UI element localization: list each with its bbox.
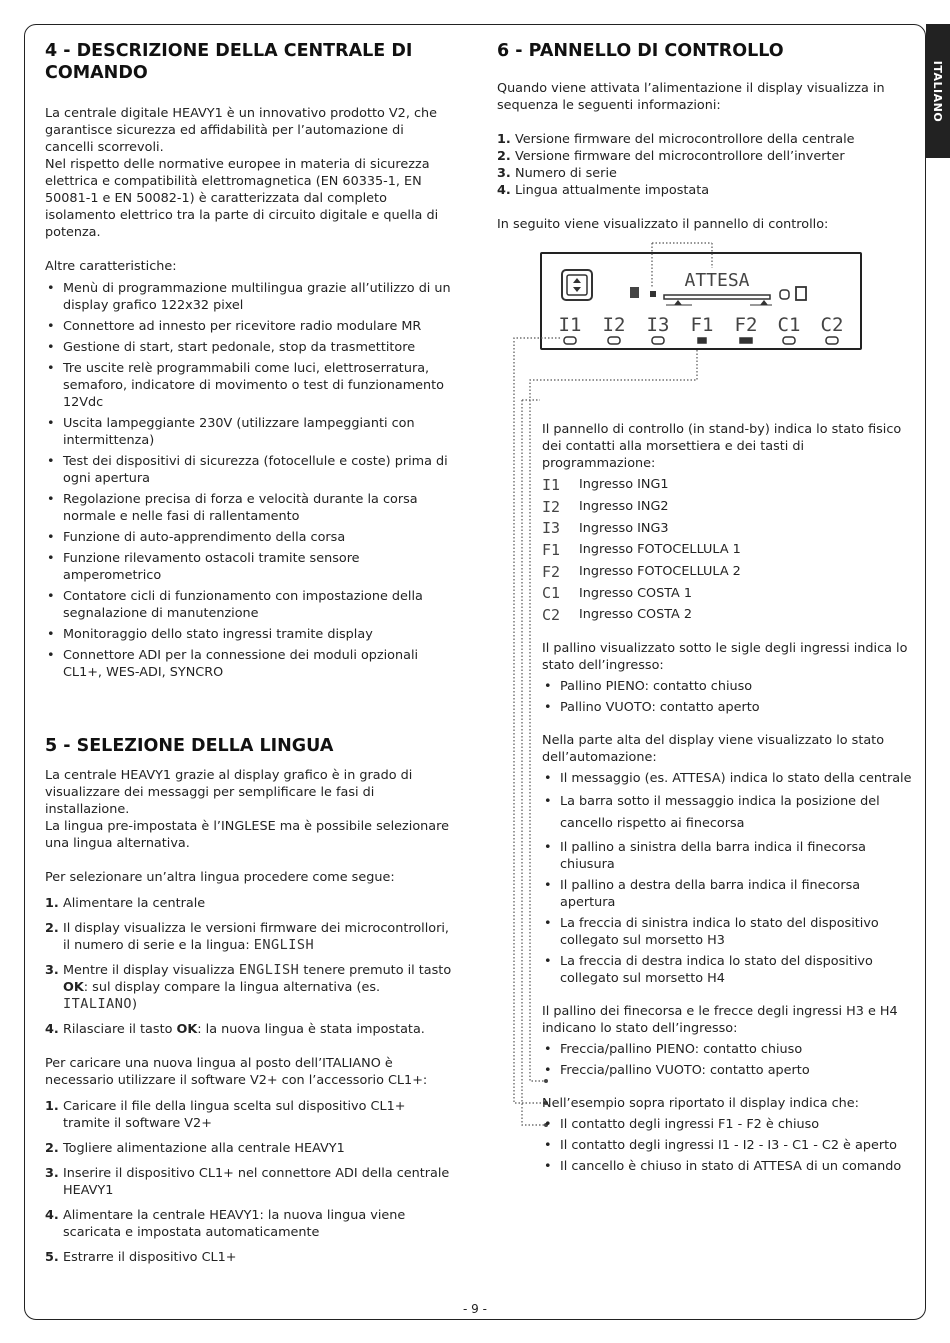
panel-description: Il pannello di controllo (in stand-by) indica lo stato fisico dei contatti alla morsettiera e dei tasti di programmazione: <box>542 422 902 471</box>
input-label-i3: I3 <box>646 314 670 336</box>
lcd-italiano-text: ITALIANO <box>63 996 133 1012</box>
list-item: • Freccia/pallino PIENO: contatto chiuso <box>542 1041 912 1058</box>
list-item: • Test dei dispositivi di sicurezza (fotocellule e coste) prima di ogni apertura <box>45 453 455 487</box>
section-4-title: 4 - DESCRIZIONE DELLA CENTRALE DI COMANDO <box>45 41 413 83</box>
list-item: • Monitoraggio dello stato ingressi tramite display <box>45 626 455 643</box>
input-label-c2: C2 <box>820 314 844 336</box>
top-intro: Nella parte alta del display viene visualizzato lo stato dell’automazione: <box>542 732 885 765</box>
list-item: 2. Il display visualizza le versioni firmware dei microcontrollori, il numero di serie e la lingua: ENGLISH <box>45 921 449 953</box>
list-item: • Funzione rilevamento ostacoli tramite sensore amperometrico <box>45 550 455 584</box>
list-item: 1. Alimentare la centrale <box>45 896 206 911</box>
legend-row: C1 Ingresso COSTA 1 <box>542 584 693 603</box>
example-intro: Nell’esempio sopra riportato il display indica che: <box>542 1095 859 1111</box>
legend-row: F1 Ingresso FOTOCELLULA 1 <box>542 540 741 559</box>
list-item: • Freccia/pallino VUOTO: contatto aperto <box>542 1062 912 1079</box>
list-item: • Il contatto degli ingressi I1 - I2 - I3 - C1 - C2 è aperto <box>542 1137 912 1154</box>
list-item: • Tre uscite relè programmabili come luci, elettroserratura, semaforo, indicatore di movimento o test di funzionamento 12Vdc <box>45 360 455 411</box>
panel-explanation <box>542 421 912 1179</box>
steps-intro: Per selezionare un’altra lingua procedere come segue: <box>45 870 395 885</box>
list-item: • Uscita lampeggiante 230V (utilizzare lampeggianti con intermittenza) <box>45 415 455 449</box>
section-4-norms: Nel rispetto delle normative europee in materia di sicurezza elettrica e compatibilità elettromagnetica (EN 60335-1, EN 50081-1 e EN 50082-1) è caratterizzata dal completo isolamento elettrico tra la parte di circuito digitale e quella di potenza. <box>45 157 439 240</box>
dot-states <box>542 678 912 716</box>
list-item: 3. Inserire il dispositivo CL1+ nel connettore ADI della centrale HEAVY1 <box>45 1166 450 1198</box>
list-item: 2. Togliere alimentazione alla centrale HEAVY1 <box>45 1141 345 1156</box>
list-item: • Il pallino a sinistra della barra indica il finecorsa chiusura <box>542 839 912 873</box>
list-item: • Il pallino a destra della barra indica il finecorsa apertura <box>542 877 912 911</box>
section-5-intro: La centrale HEAVY1 grazie al display grafico è in grado di visualizzare dei messaggi per semplificare le fasi di installazione. <box>45 768 413 817</box>
list-item: • Pallino VUOTO: contatto aperto <box>542 699 912 716</box>
list-item: 1. Versione firmware del microcontrollore della centrale <box>497 132 855 147</box>
input-legend <box>542 474 912 626</box>
features-intro: Altre caratteristiche: <box>45 259 177 274</box>
list-item: • Il contatto degli ingressi F1 - F2 è chiuso <box>542 1116 912 1133</box>
list-item: 5. Estrarre il dispositivo CL1+ <box>45 1250 237 1265</box>
list-item: • Menù di programmazione multilingua grazie all’utilizzo di un display grafico 122x32 pixel <box>45 280 455 314</box>
section-6-intro: Quando viene attivata l’alimentazione il display visualizza in sequenza le seguenti informazioni: <box>497 81 885 113</box>
list-item: • Il messaggio (es. ATTESA) indica lo stato della centrale <box>542 770 912 787</box>
input-label-f2: F2 <box>734 314 758 336</box>
list-item: • La barra sotto il messaggio indica la posizione del cancello rispetto ai finecorsa <box>542 791 912 835</box>
legend-row: C2 Ingresso COSTA 2 <box>542 605 693 624</box>
list-item: • La freccia di destra indica lo stato del dispositivo collegato sul morsetto H4 <box>542 953 912 987</box>
list-item: • Regolazione precisa di forza e velocità durante la corsa normale e nelle fasi di rallentamento <box>45 491 455 525</box>
lcd-english-text: ENGLISH <box>238 962 300 978</box>
load-language-intro: Per caricare una nuova lingua al posto dell’ITALIANO è necessario utilizzare il software V2+ con l’accessorio CL1+: <box>45 1056 428 1088</box>
list-item: • Gestione di start, start pedonale, stop da trasmettitore <box>45 339 455 356</box>
list-item: 3. Mentre il display visualizza ENGLISH tenere premuto il tasto OK: sul display compare la lingua alternativa (es. ITALIANO) <box>45 962 452 1012</box>
section-5-title: 5 - SELEZIONE DELLA LINGUA <box>45 736 334 756</box>
example-list <box>542 1116 912 1175</box>
ok-key: OK <box>176 1022 198 1037</box>
panel-intro: In seguito viene visualizzato il pannello di controllo: <box>497 217 829 232</box>
dot-intro: Il pallino visualizzato sotto le sigle degli ingressi indica lo stato dell’ingresso: <box>542 640 908 673</box>
input-label-i2: I2 <box>602 314 626 336</box>
legend-row: I2 Ingresso ING2 <box>542 497 669 516</box>
status-message: ATTESA <box>684 270 750 291</box>
top-items <box>542 770 912 987</box>
list-item: 1. Caricare il file della lingua scelta sul dispositivo CL1+ tramite il software V2+ <box>45 1099 406 1131</box>
list-item: 4. Alimentare la centrale HEAVY1: la nuova lingua viene scaricata e impostata automaticamente <box>45 1208 406 1240</box>
section-4-intro: La centrale digitale HEAVY1 è un innovativo prodotto V2, che garantisce sicurezza ed affidabilità per l’automazione di cancelli scorrevoli. <box>45 106 437 155</box>
list-item: • Pallino PIENO: contatto chiuso <box>542 678 912 695</box>
list-item: • Il cancello è chiuso in stato di ATTESA di un comando <box>542 1158 912 1175</box>
legend-row: I3 Ingresso ING3 <box>542 519 669 538</box>
legend-row: I1 Ingresso ING1 <box>542 475 669 494</box>
section-6-title: 6 - PANNELLO DI CONTROLLO <box>497 41 784 61</box>
list-item: 3. Numero di serie <box>497 166 617 181</box>
list-item: 2. Versione firmware del microcontrollore dell’inverter <box>497 149 845 164</box>
list-item: • La freccia di sinistra indica lo stato del dispositivo collegato sul morsetto H3 <box>542 915 912 949</box>
legend-row: F2 Ingresso FOTOCELLULA 2 <box>542 562 741 581</box>
list-item: • Connettore ad innesto per ricevitore radio modulare MR <box>45 318 455 335</box>
input-label-i1: I1 <box>558 314 582 336</box>
lcd-english-text: ENGLISH <box>253 937 315 953</box>
section-5-default-language: La lingua pre-impostata è l’INGLESE ma è possibile selezionare una lingua alternativa. <box>45 819 449 851</box>
list-item: • Contatore cicli di funzionamento con impostazione della segnalazione di manutenzione <box>45 588 455 622</box>
limit-intro: Il pallino dei finecorsa e le frecce degli ingressi H3 e H4 indicano lo stato dell’ingresso: <box>542 1003 898 1036</box>
input-label-c1: C1 <box>777 314 801 336</box>
list-item: • Funzione di auto-apprendimento della corsa <box>45 529 455 546</box>
list-item: 4. Lingua attualmente impostata <box>497 183 710 198</box>
limit-states <box>542 1041 912 1079</box>
list-item: 4. Rilasciare il tasto OK: la nuova lingua è stata impostata. <box>45 1022 425 1037</box>
ok-key: OK <box>63 980 84 995</box>
input-label-f1: F1 <box>690 314 714 336</box>
list-item: • Connettore ADI per la connessione dei moduli opzionali CL1+, WES-ADI, SYNCRO <box>45 647 455 681</box>
language-tab-label: ITALIANO <box>931 60 945 122</box>
page-number: - 9 - <box>463 1302 487 1316</box>
